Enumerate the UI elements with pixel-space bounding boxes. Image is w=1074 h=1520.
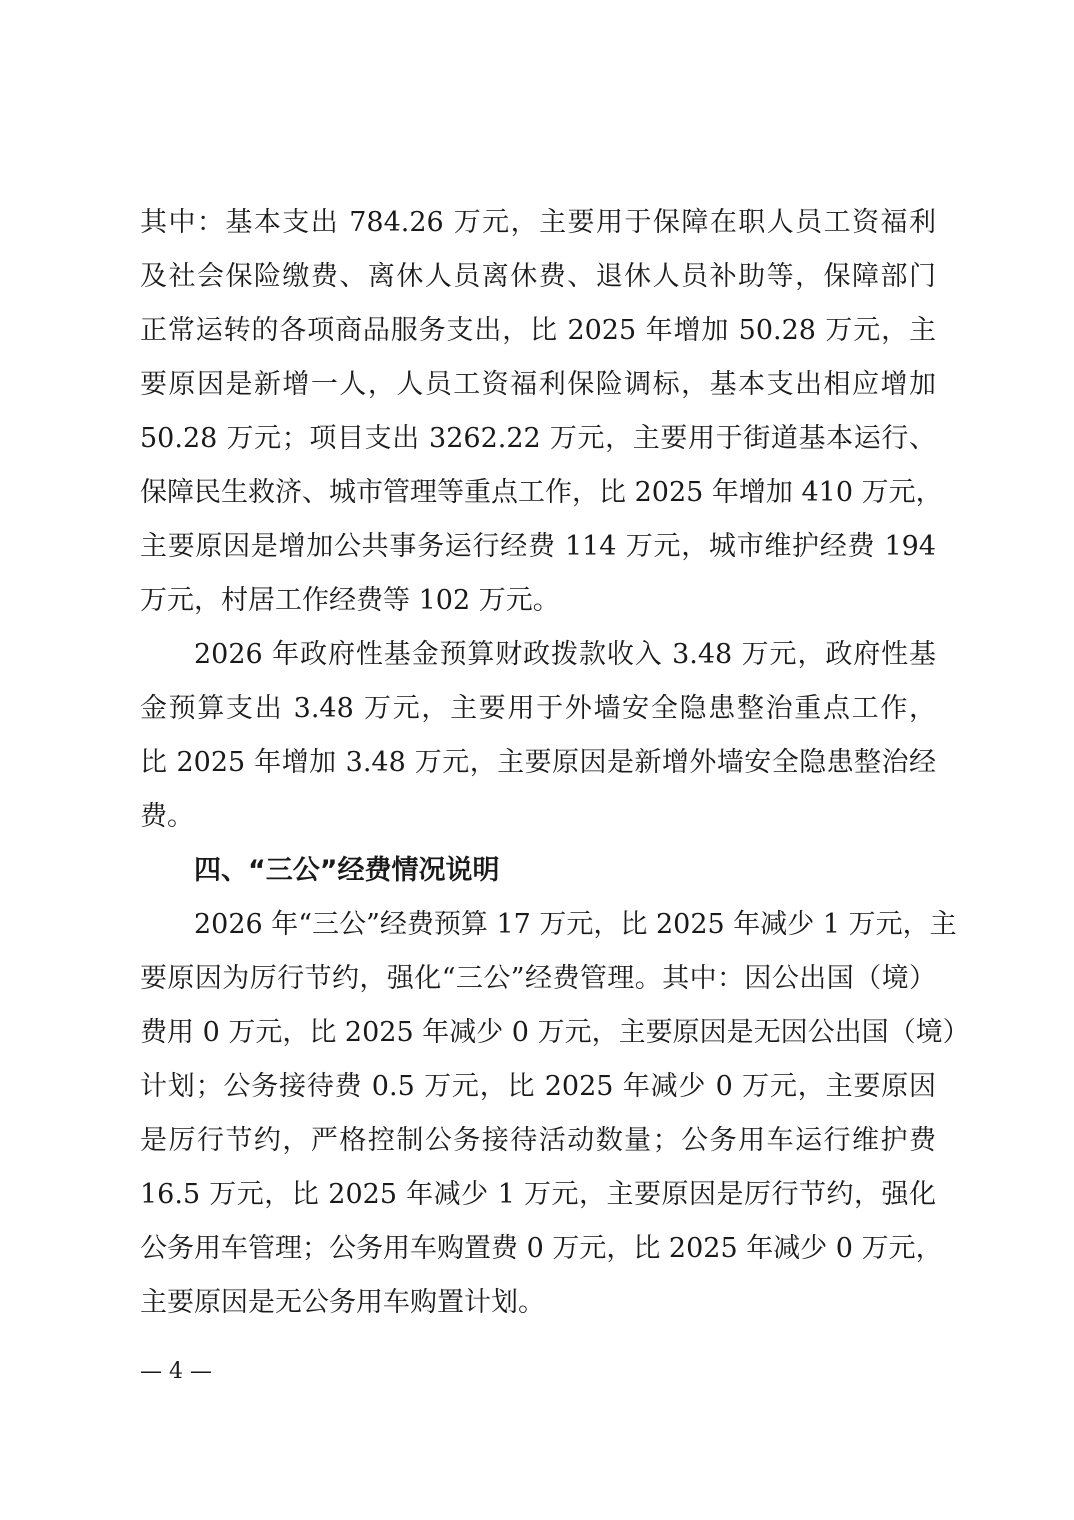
text-line: 万元，村居工作经费等 102 万元。 <box>140 585 560 616</box>
text-line: 及社会保险缴费、离休人员离休费、退休人员补助等，保障部门 <box>140 261 936 292</box>
text-line: 金预算支出 3.48 万元，主要用于外墙安全隐患整治重点工作， <box>140 693 936 724</box>
text-line: 16.5 万元，比 2025 年减少 1 万元，主要原因是厉行节约，强化 <box>140 1179 936 1210</box>
text-line: 主要原因是增加公共事务运行经费 114 万元，城市维护经费 194 <box>140 531 936 562</box>
text-line: 2026 年政府性基金预算财政拨款收入 3.48 万元，政府性基 <box>194 639 936 670</box>
section-heading: 四、“三公”经费情况说明 <box>194 855 500 886</box>
text-line: 正常运转的各项商品服务支出，比 2025 年增加 50.28 万元，主 <box>140 315 936 346</box>
text-line: 计划；公务接待费 0.5 万元，比 2025 年减少 0 万元，主要原因 <box>140 1071 936 1102</box>
text-line: 费用 0 万元，比 2025 年减少 0 万元，主要原因是无因公出国（境） <box>140 1017 970 1048</box>
text-line: 要原因为厉行节约，强化“三公”经费管理。其中：因公出国（境） <box>140 963 936 994</box>
text-line: 50.28 万元；项目支出 3262.22 万元，主要用于街道基本运行、 <box>140 423 936 454</box>
text-line: 主要原因是无公务用车购置计划。 <box>140 1287 545 1318</box>
text-line: 保障民生救济、城市管理等重点工作，比 2025 年增加 410 万元， <box>140 477 943 508</box>
text-line: 公务用车管理；公务用车购置费 0 万元，比 2025 年减少 0 万元， <box>140 1233 943 1264</box>
text-line: 2026 年“三公”经费预算 17 万元，比 2025 年减少 1 万元，主 <box>194 909 957 940</box>
page-number: — 4 — <box>140 1359 212 1384</box>
text-line: 其中：基本支出 784.26 万元，主要用于保障在职人员工资福利 <box>140 207 936 238</box>
text-line: 比 2025 年增加 3.48 万元，主要原因是新增外墙安全隐患整治经 <box>140 747 936 778</box>
text-line: 要原因是新增一人，人员工资福利保险调标，基本支出相应增加 <box>140 369 936 400</box>
text-line: 是厉行节约，严格控制公务接待活动数量；公务用车运行维护费 <box>140 1125 936 1156</box>
text-line: 费。 <box>140 801 194 832</box>
